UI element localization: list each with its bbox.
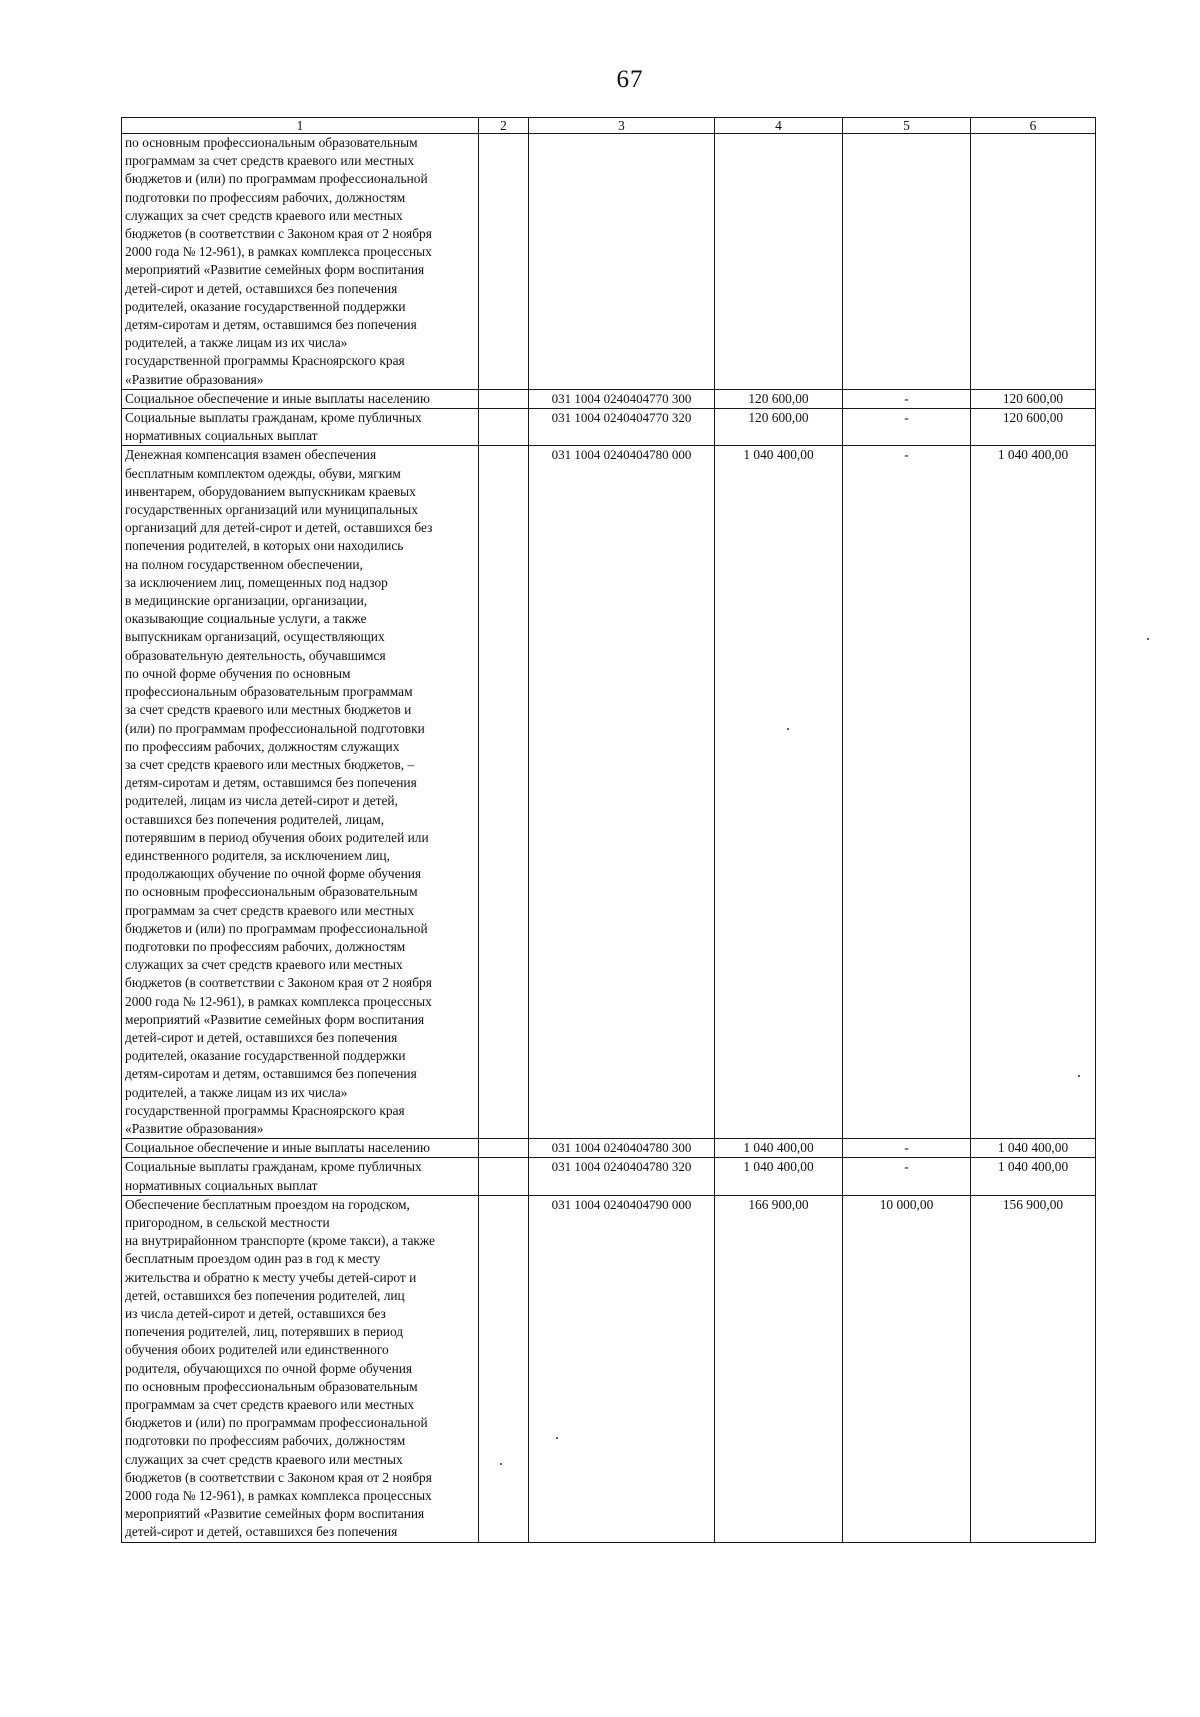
table-row	[122, 389, 1096, 408]
column-header: 5	[843, 118, 971, 134]
column-header: 6	[971, 118, 1096, 134]
row-amount-col6	[971, 134, 1096, 390]
row-col2	[479, 1158, 529, 1195]
scan-speck	[500, 1463, 502, 1465]
row-amount-col5: -	[843, 389, 971, 408]
row-amount-col5: 10 000,00	[843, 1195, 971, 1542]
row-budget-code: 031 1004 0240404780 320	[529, 1158, 715, 1195]
row-amount-col6: 156 900,00	[971, 1195, 1096, 1542]
row-amount-col4	[715, 134, 843, 390]
row-budget-code: 031 1004 0240404770 320	[529, 409, 715, 446]
row-amount-col6: 1 040 400,00	[971, 1158, 1096, 1195]
table-row	[122, 134, 1096, 390]
row-budget-code: 031 1004 0240404780 300	[529, 1139, 715, 1158]
column-header: 4	[715, 118, 843, 134]
row-amount-col4: 166 900,00	[715, 1195, 843, 1542]
scan-speck	[1147, 638, 1149, 640]
row-budget-code	[529, 134, 715, 390]
scan-speck	[787, 728, 789, 730]
row-description: по основным профессиональным образовательным программам за счет средств краевого или местных бюджетов и (или) по программам профессиональной подготовки по профессиям рабочих, должностям служащих за счет средств краевого или местных бюджетов (в соответствии с Законом края от 2 ноября 2000 года № 12-961), в рамках комплекса процессных мероприятий «Развитие семейных форм воспитания детей-сирот и детей, оставшихся без попечения родителей, оказание государственной поддержки детям-сиротам и детям, оставшимся без попечения родителей, а также лицам из их числа» государственной программы Красноярского края «Развитие образования»	[122, 134, 479, 390]
row-amount-col4: 1 040 400,00	[715, 1158, 843, 1195]
row-amount-col6: 1 040 400,00	[971, 446, 1096, 1139]
row-description: Обеспечение бесплатным проездом на городском, пригородном, в сельской местности на внутрирайонном транспорте (кроме такси), а также бесплатным проездом один раз в год к месту жительства и обратно к месту учебы детей-сирот и детей, оставшихся без попечения родителей, лиц из числа детей-сирот и детей, оставшихся без попечения родителей, лиц, потерявших в период обучения обоих родителей или единственного родителя, обучающихся по очной форме обучения по основным профессиональным образовательным программам за счет средств краевого или местных бюджетов и (или) по программам профессиональной подготовки по профессиям рабочих, должностям служащих за счет средств краевого или местных бюджетов (в соответствии с Законом края от 2 ноября 2000 года № 12-961), в рамках комплекса процессных мероприятий «Развитие семейных форм воспитания детей-сирот и детей, оставшихся без попечения	[122, 1195, 479, 1542]
row-col2	[479, 1139, 529, 1158]
row-description: Социальное обеспечение и иные выплаты населению	[122, 1139, 479, 1158]
row-budget-code: 031 1004 0240404780 000	[529, 446, 715, 1139]
scan-speck	[1078, 1075, 1080, 1077]
column-header: 1	[122, 118, 479, 134]
row-amount-col6: 120 600,00	[971, 389, 1096, 408]
row-amount-col6: 1 040 400,00	[971, 1139, 1096, 1158]
page-number: 67	[616, 66, 644, 93]
row-amount-col4: 120 600,00	[715, 389, 843, 408]
table-row	[122, 1195, 1096, 1542]
row-col2	[479, 1195, 529, 1542]
budget-table	[121, 117, 1096, 1543]
table-row	[122, 446, 1096, 1139]
row-amount-col5: -	[843, 446, 971, 1139]
scan-speck	[556, 1437, 558, 1439]
row-amount-col5	[843, 134, 971, 390]
row-amount-col4: 1 040 400,00	[715, 446, 843, 1139]
table-header-row	[122, 118, 1096, 134]
table-row	[122, 1158, 1096, 1195]
row-col2	[479, 409, 529, 446]
row-col2	[479, 446, 529, 1139]
row-description: Социальные выплаты гражданам, кроме публичных нормативных социальных выплат	[122, 1158, 479, 1195]
row-description: Социальное обеспечение и иные выплаты населению	[122, 389, 479, 408]
row-amount-col5: -	[843, 1139, 971, 1158]
row-amount-col4: 1 040 400,00	[715, 1139, 843, 1158]
row-col2	[479, 389, 529, 408]
column-header: 2	[479, 118, 529, 134]
column-header: 3	[529, 118, 715, 134]
row-budget-code: 031 1004 0240404770 300	[529, 389, 715, 408]
row-col2	[479, 134, 529, 390]
row-budget-code: 031 1004 0240404790 000	[529, 1195, 715, 1542]
row-amount-col4: 120 600,00	[715, 409, 843, 446]
row-amount-col5: -	[843, 1158, 971, 1195]
row-description: Денежная компенсация взамен обеспечения бесплатным комплектом одежды, обуви, мягким инвентарем, оборудованием выпускникам краевых государственных организаций или муниципальных организаций для детей-сирот и детей, оставшихся без попечения родителей, в которых они находились на полном государственном обеспечении, за исключением лиц, помещенных под надзор в медицинские организации, организации, оказывающие социальные услуги, а также выпускникам организаций, осуществляющих образовательную деятельность, обучавшимся по очной форме обучения по основным профессиональным образовательным программам за счет средств краевого или местных бюджетов и (или) по программам профессиональной подготовки по профессиям рабочих, должностям служащих за счет средств краевого или местных бюджетов, – детям-сиротам и детям, оставшимся без попечения родителей, лицам из числа детей-сирот и детей, оставшихся без попечения родителей, лицам, потерявшим в период обучения обоих родителей или единственного родителя, за исключением лиц, продолжающих обучение по очной форме обучения по основным профессиональным образовательным программам за счет средств краевого или местных бюджетов и (или) по программам профессиональной подготовки по профессиям рабочих, должностям служащих за счет средств краевого или местных бюджетов (в соответствии с Законом края от 2 ноября 2000 года № 12-961), в рамках комплекса процессных мероприятий «Развитие семейных форм воспитания детей-сирот и детей, оставшихся без попечения родителей, оказание государственной поддержки детям-сиротам и детям, оставшимся без попечения родителей, а также лицам из их числа» государственной программы Красноярского края «Развитие образования»	[122, 446, 479, 1139]
table-row	[122, 1139, 1096, 1158]
table-row	[122, 409, 1096, 446]
row-amount-col5: -	[843, 409, 971, 446]
row-description: Социальные выплаты гражданам, кроме публичных нормативных социальных выплат	[122, 409, 479, 446]
row-amount-col6: 120 600,00	[971, 409, 1096, 446]
